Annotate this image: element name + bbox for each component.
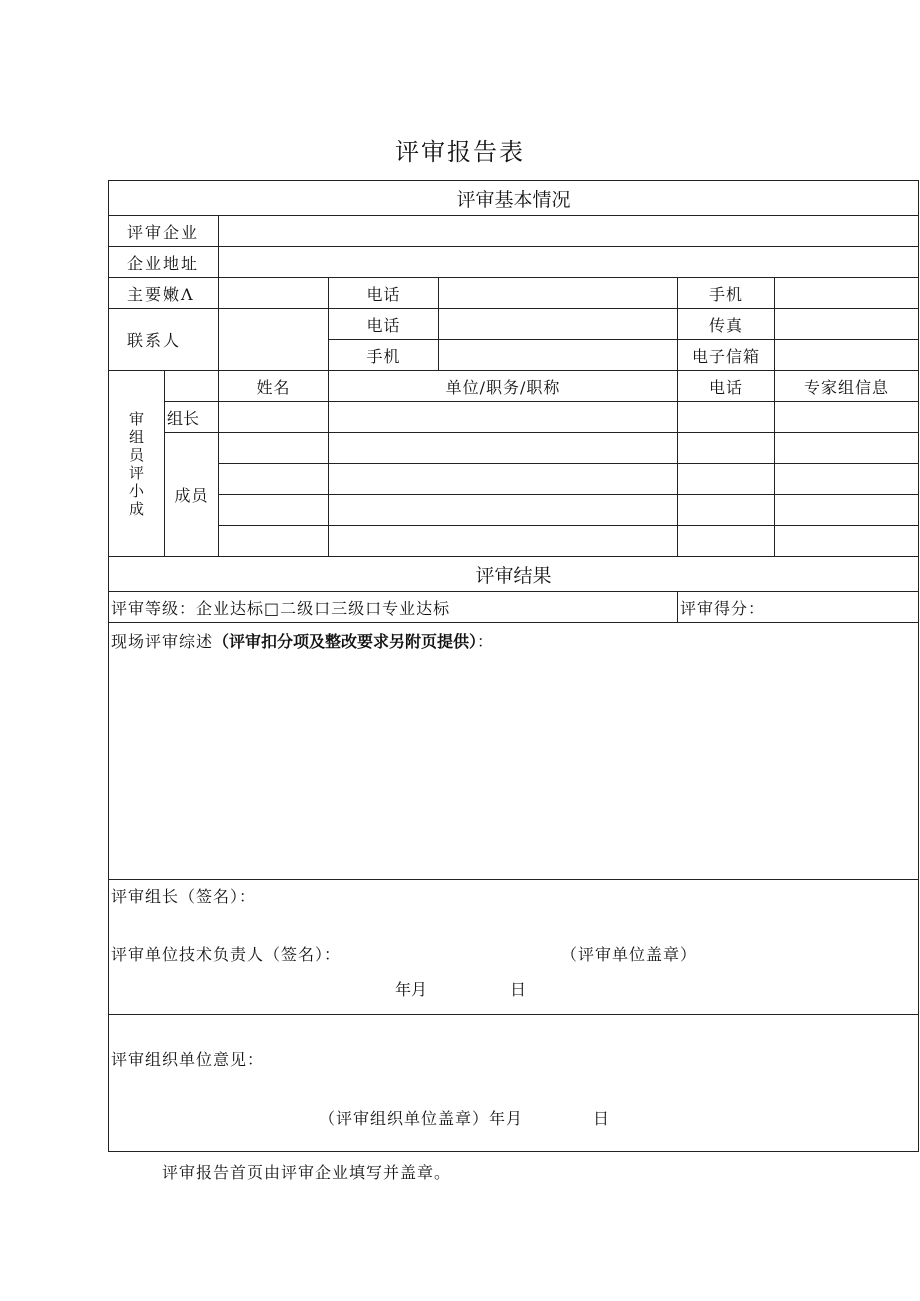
signature-box[interactable] [109,880,919,1015]
leader-label: 组长 [165,402,219,433]
unit-seal-label: （评审单位盖章） [561,945,698,964]
contact-mobile-field[interactable] [439,340,678,371]
leader-signature-label: 评审组长（签名）： [111,887,257,906]
summary-label: 现场评审综述 [111,632,214,651]
member-info-field[interactable] [775,526,919,557]
side-char: 审 [128,409,144,428]
contact-fax-field[interactable] [775,309,919,340]
member-unit-field[interactable] [329,495,678,526]
principal-mobile-label: 手机 [678,278,775,309]
header-expert-info: 专家组信息 [775,371,919,402]
contact-phone-label: 电话 [329,309,439,340]
score-label[interactable]: 评审得分： [678,592,919,623]
principal-mobile-field[interactable] [775,278,919,309]
member-phone-field[interactable] [678,495,775,526]
enterprise-field[interactable] [219,216,919,247]
review-group-side-label [109,371,165,557]
principal-field[interactable] [219,278,329,309]
sign-day: 日 [510,980,527,999]
header-phone: 电话 [678,371,775,402]
member-info-field[interactable] [775,433,919,464]
summary-colon: ： [477,632,494,651]
contact-phone-field[interactable] [439,309,678,340]
member-phone-field[interactable] [678,464,775,495]
contact-mobile-label: 手机 [329,340,439,371]
header-unit-title: 单位/职务/职称 [329,371,678,402]
member-info-field[interactable] [775,464,919,495]
contact-field[interactable] [219,309,329,371]
contact-email-label: 电子信箱 [678,340,775,371]
side-char: 成 [128,499,144,518]
org-day: 日 [593,1109,610,1128]
sign-year-month: 年月 [395,980,428,999]
summary-note: （评审扣分项及整改要求另附页提供） [213,632,478,651]
member-name-field[interactable] [219,526,329,557]
side-char: 小 [128,481,144,500]
header-name: 姓名 [219,371,329,402]
leader-name-field[interactable] [219,402,329,433]
contact-label: 联系人 [109,309,219,371]
section-basic-heading: 评审基本情况 [109,181,919,216]
address-field[interactable] [219,247,919,278]
leader-phone-field[interactable] [678,402,775,433]
side-char: 组 [128,427,144,446]
leader-info-field[interactable] [775,402,919,433]
member-name-field[interactable] [219,464,329,495]
side-char: 评 [128,463,144,482]
member-unit-field[interactable] [329,433,678,464]
enterprise-label: 评审企业 [109,216,219,247]
member-label: 成员 [165,433,219,557]
address-label: 企业地址 [109,247,219,278]
leader-unit-field[interactable] [329,402,678,433]
org-opinion-label: 评审组织单位意见： [111,1050,265,1069]
footer-note: 评审报告首页由评审企业填写并盖章。 [162,1163,452,1182]
section-result-heading: 评审结果 [109,557,919,592]
principal-phone-label: 电话 [329,278,439,309]
review-report-form [108,180,919,1152]
page-title: 评审报告表 [395,138,525,166]
member-phone-field[interactable] [678,526,775,557]
member-unit-field[interactable] [329,464,678,495]
member-phone-field[interactable] [678,433,775,464]
tech-signature-label: 评审单位技术负责人（签名）： [111,945,342,964]
member-name-field[interactable] [219,495,329,526]
group-header-blank [165,371,219,402]
member-name-field[interactable] [219,433,329,464]
member-unit-field[interactable] [329,526,678,557]
principal-label: 主要嫩Λ [109,278,219,309]
contact-fax-label: 传真 [678,309,775,340]
org-seal-label: （评审组织单位盖章）年月 [319,1109,524,1128]
principal-phone-field[interactable] [439,278,678,309]
side-char: 员 [128,445,144,464]
contact-email-field[interactable] [775,340,919,371]
org-opinion-box[interactable] [109,1015,919,1152]
summary-box[interactable] [109,623,919,880]
member-info-field[interactable] [775,495,919,526]
grade-line[interactable]: 评审等级：企业达标□二级口三级口专业达标 [109,592,678,623]
